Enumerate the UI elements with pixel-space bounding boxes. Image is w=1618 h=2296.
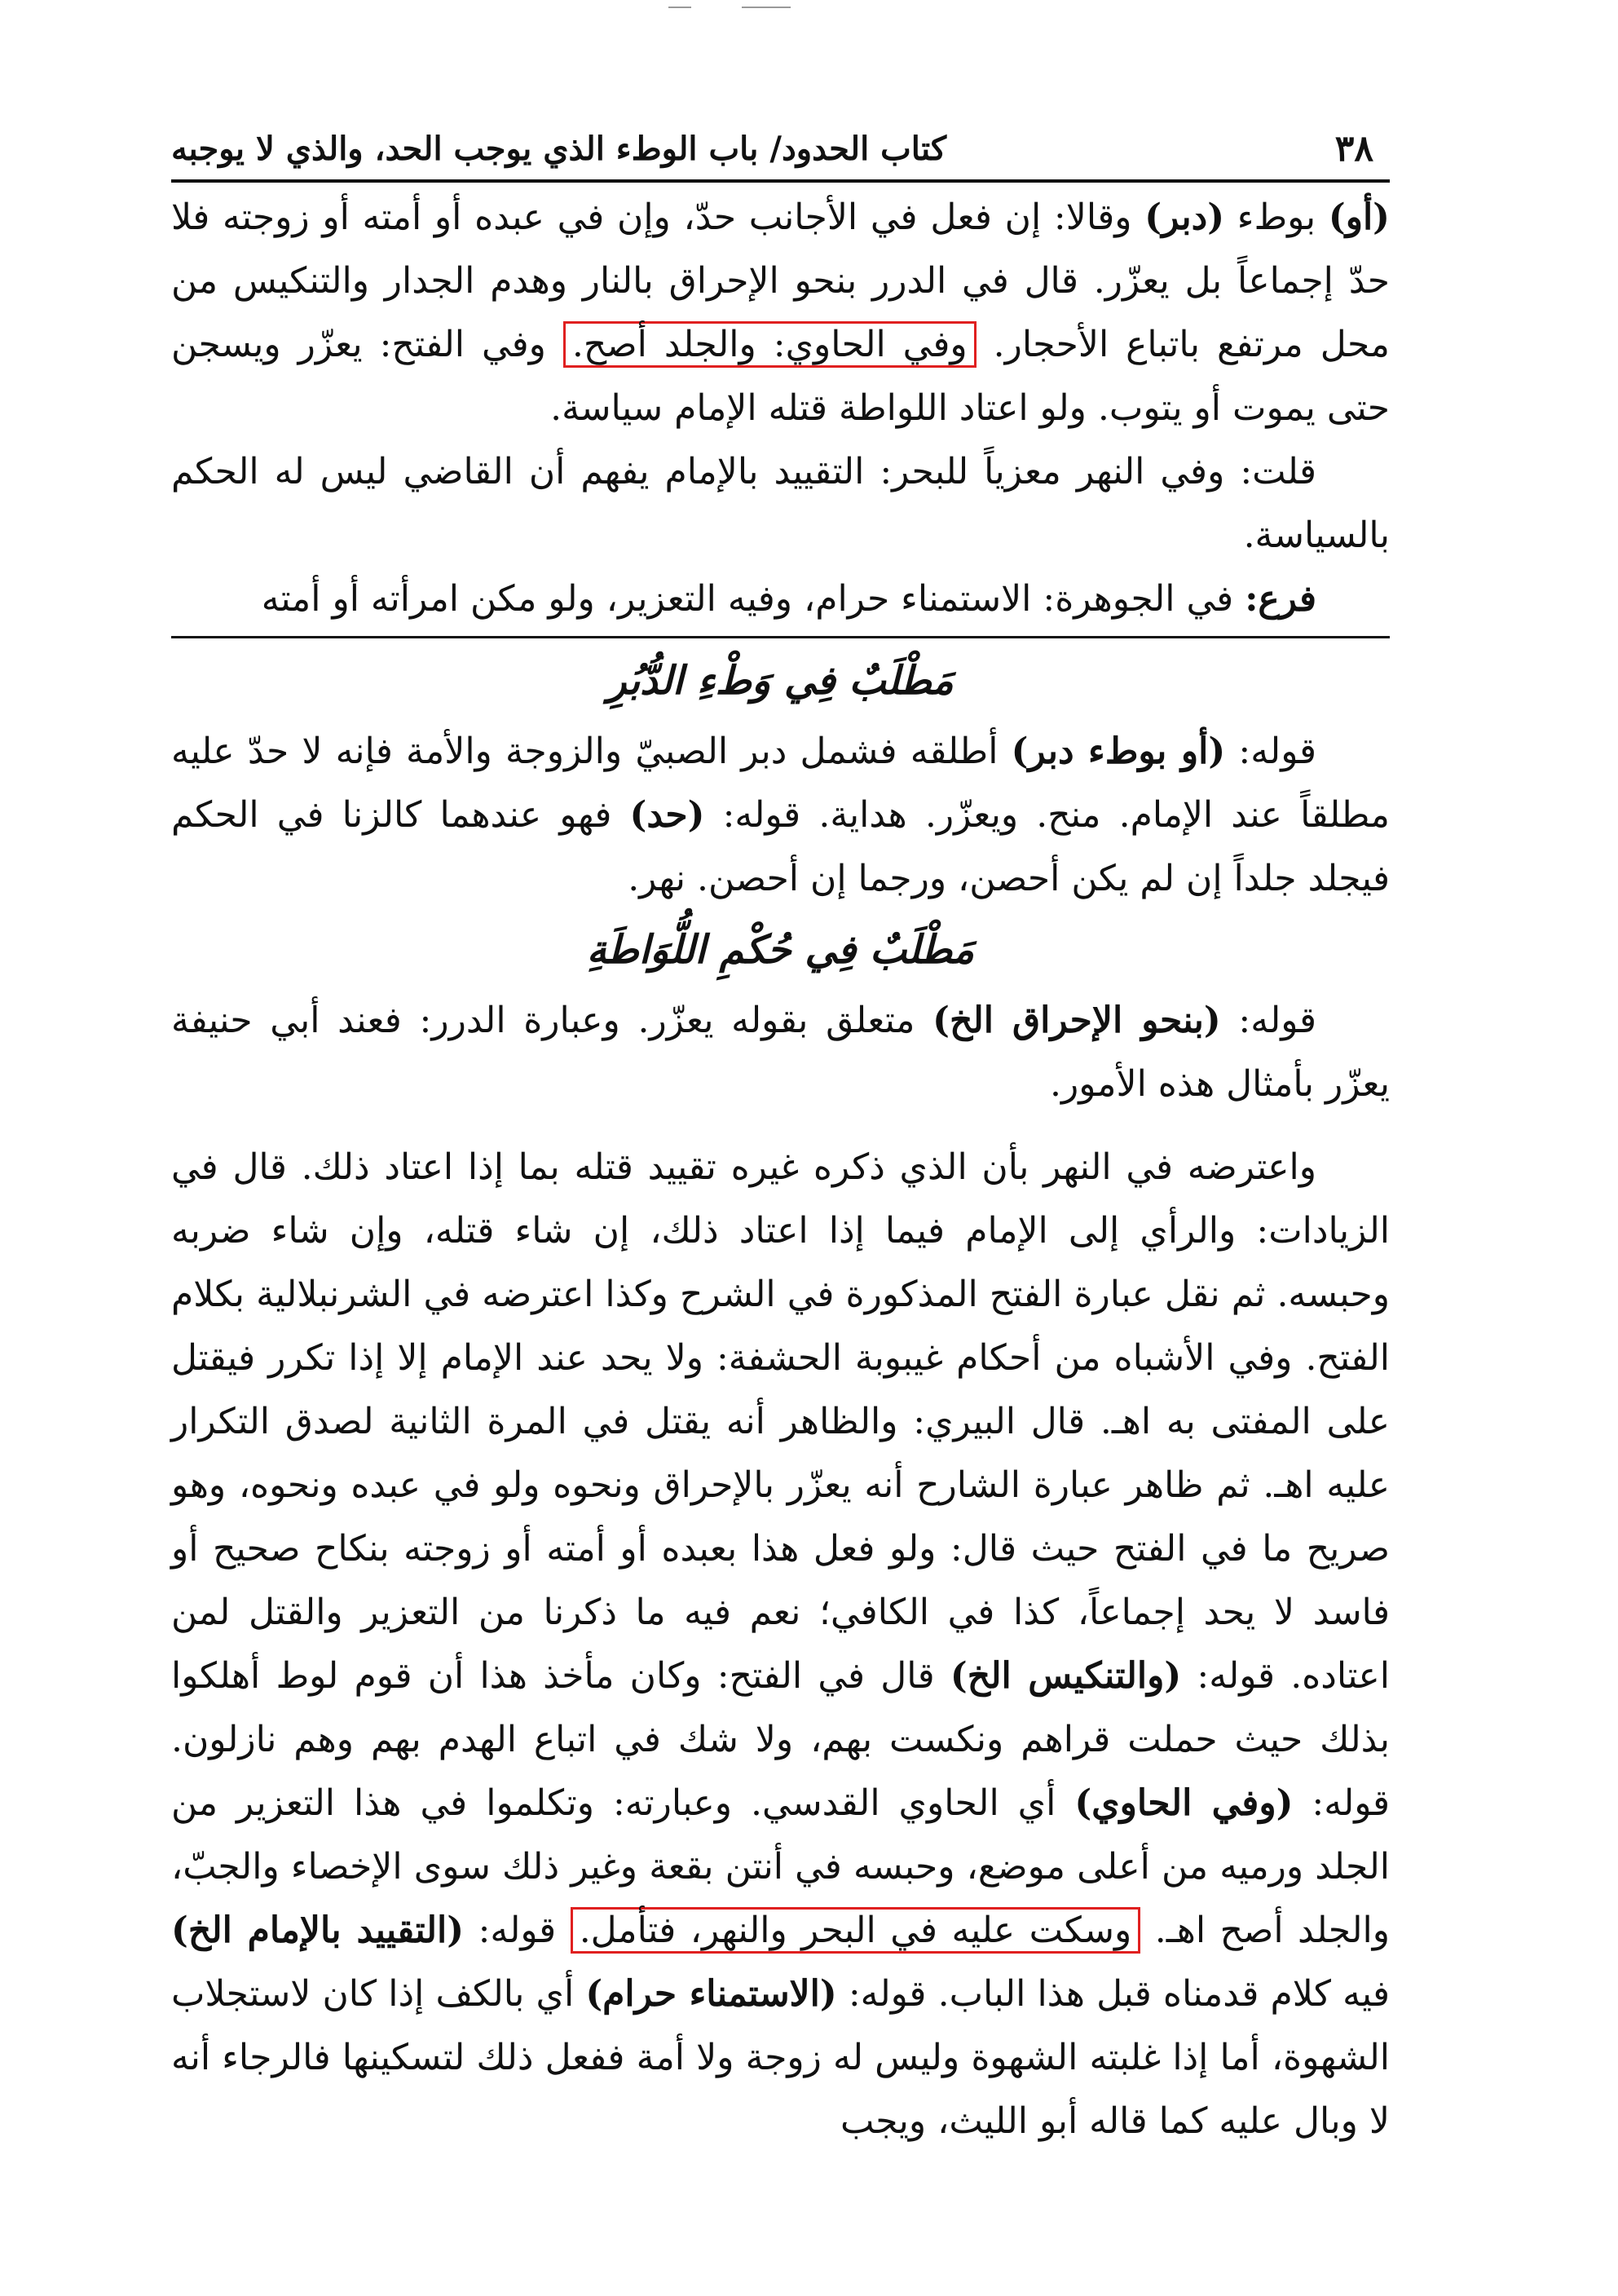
quoted-term: (وفي الحاوي) bbox=[1074, 1782, 1294, 1824]
quoted-term: (والتنكيس الخ) bbox=[950, 1655, 1182, 1697]
quoted-term: (بنحو الإحراق الخ) bbox=[932, 1000, 1221, 1041]
quoted-term: (دبر) bbox=[1144, 196, 1225, 238]
text-run: متعلق بقوله يعزّر. وعبارة الدرر: فعند أبي حنيفة يعزّر بأمثال هذه الأمور. bbox=[171, 1000, 1390, 1105]
text-run: بوطء bbox=[1224, 196, 1329, 238]
quoted-term: (الاستمناء حرام) bbox=[585, 1973, 837, 2015]
scan-marks bbox=[668, 3, 815, 13]
header-title: كتاب الحدود/ باب الوطء الذي يوجب الحد، والذي لا يوجبه bbox=[171, 130, 947, 168]
text-run: قال في الفتح: وكان مأخذ هذا أن قوم لوط أهلكوا بذلك حيث حملت قراهم ونكست بهم، ولا شك في اتباع الهدم بهم وهم نازلون. قوله: bbox=[171, 1655, 1390, 1824]
text-run: وفي الفتح: يعزّر ويسجن حتى يموت أو يتوب. ولو اعتاد اللواطة قتله الإمام سياسة. bbox=[171, 324, 1390, 429]
section-heading-2: مَطْلَبٌ فِي حُكْمِ اللُّوَاطَةِ bbox=[586, 927, 975, 973]
text-run: أطلقه فشمل دبر الصبيّ والزوجة والأمة فإنه لا حدّ عليه مطلقاً عند الإمام. منح. ويعزّر. هداية. قوله: bbox=[171, 731, 1390, 836]
running-header bbox=[171, 122, 1390, 183]
scan-mark bbox=[742, 7, 791, 8]
section-heading-1: مَطْلَبٌ فِي وَطْءِ الدُّبُرِ bbox=[607, 658, 954, 704]
footnote-separator bbox=[171, 636, 1390, 638]
text-run: في الجوهرة: الاستمناء حرام، وفيه التعزير، ولو مكن امرأته أو أمته bbox=[261, 578, 1245, 620]
commentary-paragraph-2 bbox=[171, 989, 1390, 1116]
spacer bbox=[171, 1116, 1390, 1136]
highlighted-passage: وسكت عليه في البحر والنهر، فتأمل. bbox=[571, 1907, 1141, 1954]
quoted-term: (التقييد بالإمام الخ) bbox=[171, 1910, 465, 1951]
highlighted-passage: وفي الحاوي: والجلد أصح. bbox=[563, 321, 977, 368]
quoted-term: (حد) bbox=[629, 794, 705, 836]
text-run: قوله: bbox=[1225, 731, 1316, 772]
text-run: وقالا: إن فعل في الأجانب حدّ، وإن في عبده أو أمته أو زوجته فلا حدّ إجماعاً بل يعزّر. قال في الدرر بنحو الإحراق بالنار وهدم الجدار والتنكيس من محل مرتفع باتباع الأحجار. bbox=[171, 196, 1390, 365]
text-run: واعترضه في النهر بأن الذي ذكره غيره تقييد قتله بما إذا اعتاد ذلك. قال في الزيادات: والرأي إلى الإمام فيما إذا اعتاد ذلك، إن شاء قتله، وإن شاء ضربه وحبسه. ثم نقل عبارة الفتح المذكورة في الشرح وكذا اعترضه في الشرنبلالية بكلام الفتح. وفي الأشباه من أحكام غيبوبة الحشفة: ولا يحد عند الإمام إلا إذا تكرر فيقتل على المفتى به اهـ. قال البيري: والظاهر أنه يقتل في المرة الثانية لصدق التكرار عليه اهـ. ثم ظاهر عبارة الشارح أنه يعزّر بالإحراق ونحوه ولو في عبده ونحوه، وهو صريح ما في الفتح حيث قال: ولو فعل هذا بعبده أو أمته أو زوجته بنكاح صحيح أو فاسد لا يحد إجماعاً، كذا في الكافي؛ نعم فيه ما ذكرنا من التعزير والقتل لمن اعتاده. قوله: bbox=[171, 1146, 1390, 1697]
text-run: قوله: bbox=[464, 1910, 571, 1951]
book-page bbox=[171, 122, 1390, 2153]
quoted-term: (أو بوطء دبر) bbox=[1011, 731, 1226, 772]
commentary-paragraph-3 bbox=[171, 1136, 1390, 2153]
matn-paragraph-1 bbox=[171, 186, 1390, 440]
scan-mark bbox=[668, 7, 691, 8]
main-text bbox=[171, 186, 1390, 631]
text-run: أي بالكف إذا كان لاستجلاب الشهوة، أما إذا غلبته الشهوة وليس له زوجة ولا أمة ففعل ذلك لتسكينها فالرجاء أنه لا وبال عليه كما قاله أبو الليث، ويجب bbox=[171, 1973, 1390, 2142]
page-number: ٣٨ bbox=[1334, 128, 1373, 170]
matn-paragraph-3 bbox=[171, 567, 1390, 631]
commentary-paragraph-1 bbox=[171, 720, 1390, 911]
text-run: قوله: bbox=[1220, 1000, 1316, 1041]
text-run: أي الحاوي القدسي. وعبارته: وتكلموا في هذا التعزير من الجلد ورميه من أعلى موضع، وحبسه في أنتن بقعة وغير ذلك سوى الإخصاء والجبّ، والجلد أصح اهـ. bbox=[171, 1782, 1390, 1951]
far-label: فرع: bbox=[1245, 578, 1316, 620]
quoted-term: (أو) bbox=[1328, 196, 1390, 238]
matn-paragraph-2: قلت: وفي النهر معزياً للبحر: التقييد بالإمام يفهم أن القاضي ليس له الحكم بالسياسة. bbox=[171, 451, 1390, 556]
text-run: فهو عندهما كالزنا في الحكم فيجلد جلداً إن لم يكن أحصن، ورجما إن أحصن. نهر. bbox=[171, 794, 1390, 899]
text-run: فيه كلام قدمناه قبل هذا الباب. قوله: bbox=[836, 1973, 1391, 2015]
